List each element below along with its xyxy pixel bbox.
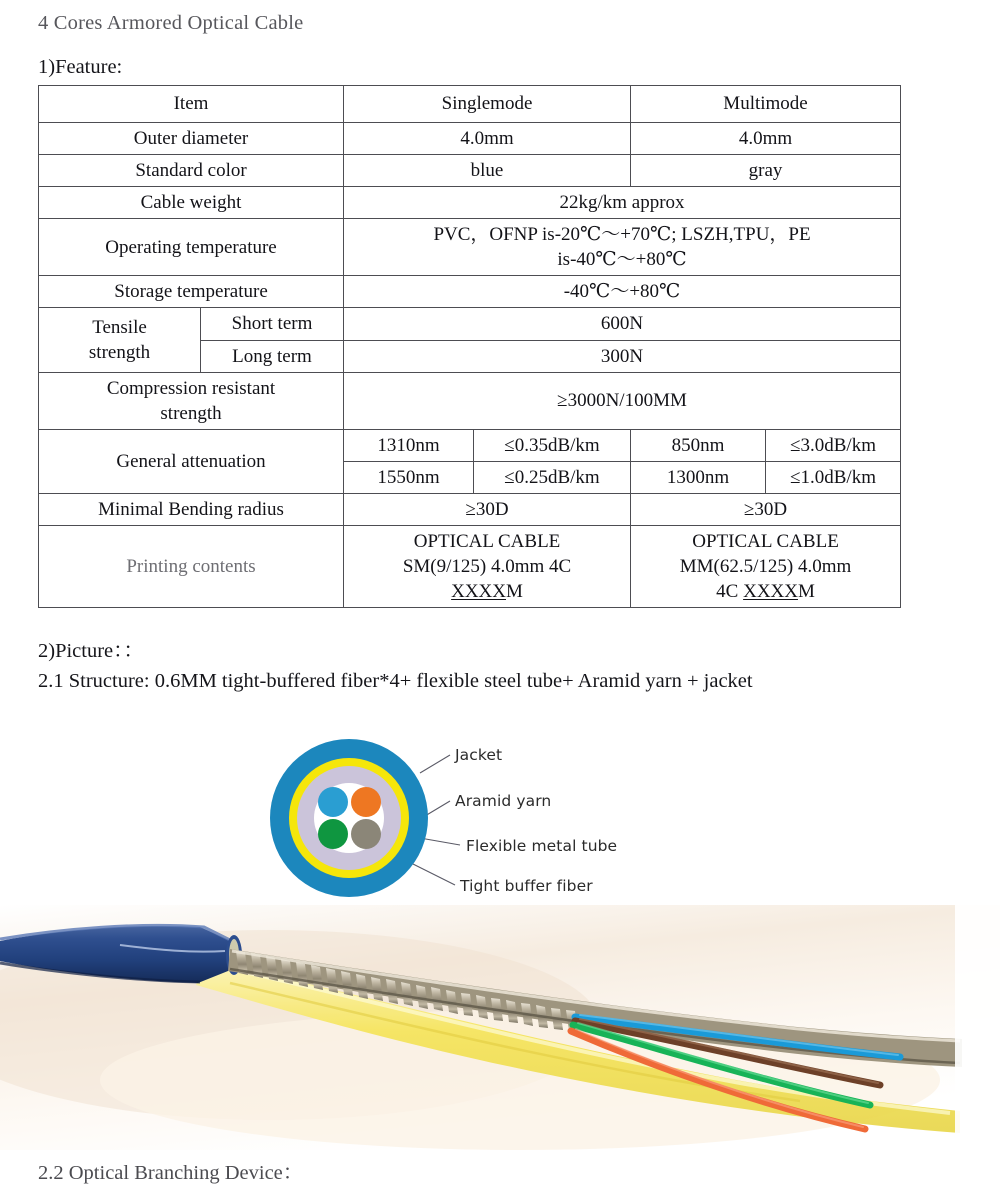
row-label-compression (39, 372, 344, 429)
leader-line-metal-tube (420, 838, 460, 845)
fiber-gray (351, 819, 381, 849)
printing-sm-line-1: OPTICAL CABLE (413, 531, 561, 553)
printing-sm-line-2: SM(9/125) 4.0mm 4C (402, 556, 572, 578)
row-label-cable-weight: Cable weight (39, 187, 344, 219)
row-label-operating-temperature: Operating temperature (39, 219, 344, 276)
cable-photograph (0, 905, 1000, 1150)
attenuation-mm-value-1: ≤3.0dB/km (766, 429, 901, 461)
table-row-bending-radius (39, 493, 901, 525)
table-row-tensile-short (39, 308, 901, 340)
attenuation-sm-value-2: ≤0.25dB/km (474, 461, 631, 493)
value-standard-color-mm: gray (631, 155, 901, 187)
leader-line-aramid (425, 801, 450, 816)
printing-mm-suffix: M (797, 581, 815, 603)
table-row-operating-temperature (39, 219, 901, 276)
section-heading-picture: 2)Picture：： (38, 640, 144, 662)
value-standard-color-sm: blue (344, 155, 631, 187)
compression-label-line-2: strength (160, 402, 222, 424)
diagram-label-aramid-yarn: Aramid yarn (455, 792, 552, 810)
value-tensile-long: 300N (344, 340, 901, 372)
table-row-compression (39, 372, 901, 429)
value-printing-mm (631, 526, 901, 608)
page-title: 4 Cores Armored Optical Cable (38, 12, 304, 34)
photo-right-fade (955, 905, 1000, 1150)
row-label-storage-temperature: Storage temperature (39, 276, 344, 308)
attenuation-sm-wavelength-1: 1310nm (344, 429, 474, 461)
table-row-printing-contents (39, 526, 901, 608)
printing-sm-underlined: XXXX (451, 581, 506, 603)
row-sublabel-short-term: Short term (201, 308, 344, 340)
row-sublabel-long-term: Long term (201, 340, 344, 372)
table-row-standard-color (39, 155, 901, 187)
row-label-printing-contents: Printing contents (39, 526, 344, 608)
row-label-outer-diameter: Outer diameter (39, 123, 344, 155)
value-outer-diameter-sm: 4.0mm (344, 123, 631, 155)
structure-description: 2.1 Structure: 0.6MM tight-buffered fiber*4+ flexible steel tube+ Aramid yarn + jacket (38, 670, 753, 692)
printing-mm-line-1: OPTICAL CABLE (692, 531, 839, 553)
cable-cross-section-diagram (265, 733, 685, 913)
leader-line-jacket (420, 755, 450, 773)
table-header-multimode: Multimode (631, 86, 901, 123)
diagram-label-flexible-metal-tube: Flexible metal tube (466, 837, 618, 855)
table-row-storage-temperature (39, 276, 901, 308)
fiber-orange (351, 787, 381, 817)
tensile-label-line-1: Tensile (92, 316, 147, 338)
value-tensile-short: 600N (344, 308, 901, 340)
attenuation-sm-wavelength-2: 1550nm (344, 461, 474, 493)
printing-sm-line-3 (348, 579, 626, 604)
value-bending-mm: ≥30D (631, 493, 901, 525)
table-row-cable-weight (39, 187, 901, 219)
table-header-singlemode: Singlemode (344, 86, 631, 123)
printing-mm-underlined: XXXX (743, 581, 798, 603)
operating-temp-line-1: PVC，OFNP is-20℃～+70℃; LSZH,TPU，PE (433, 224, 811, 246)
attenuation-mm-wavelength-1: 850nm (631, 429, 766, 461)
fiber-blue (318, 787, 348, 817)
row-label-attenuation: General attenuation (39, 429, 344, 493)
tensile-label-line-2: strength (88, 342, 151, 364)
table-row-outer-diameter (39, 123, 901, 155)
table-header-item: Item (39, 86, 344, 123)
value-cable-weight: 22kg/km approx (344, 187, 901, 219)
attenuation-mm-value-2: ≤1.0dB/km (766, 461, 901, 493)
specification-table (38, 85, 901, 608)
operating-temp-line-2: is-40℃～+80℃ (557, 249, 687, 271)
row-label-tensile-strength (39, 308, 201, 372)
diagram-label-tight-buffer-fiber: Tight buffer fiber (460, 877, 593, 895)
value-outer-diameter-mm: 4.0mm (631, 123, 901, 155)
section-heading-feature: 1)Feature: (38, 56, 123, 78)
printing-sm-suffix: M (506, 581, 523, 603)
fiber-green (318, 819, 348, 849)
row-label-bending-radius: Minimal Bending radius (39, 493, 344, 525)
value-compression: ≥3000N/100MM (344, 372, 901, 429)
diagram-label-jacket: Jacket (455, 746, 503, 764)
row-label-standard-color: Standard color (39, 155, 344, 187)
value-bending-sm: ≥30D (344, 493, 631, 525)
printing-mm-line-3 (635, 579, 896, 604)
value-storage-temperature: -40℃～+80℃ (344, 276, 901, 308)
value-printing-sm (344, 526, 631, 608)
printing-mm-line-2: MM(62.5/125) 4.0mm (679, 556, 852, 578)
attenuation-mm-wavelength-2: 1300nm (631, 461, 766, 493)
attenuation-sm-value-1: ≤0.35dB/km (474, 429, 631, 461)
value-operating-temperature (344, 219, 901, 276)
printing-mm-prefix: 4C (716, 581, 744, 603)
section-heading-branching-device: 2.2 Optical Branching Device： (38, 1162, 304, 1184)
compression-label-line-1: Compression resistant (106, 377, 276, 399)
table-header-row (39, 86, 901, 123)
table-row-attenuation-1 (39, 429, 901, 461)
